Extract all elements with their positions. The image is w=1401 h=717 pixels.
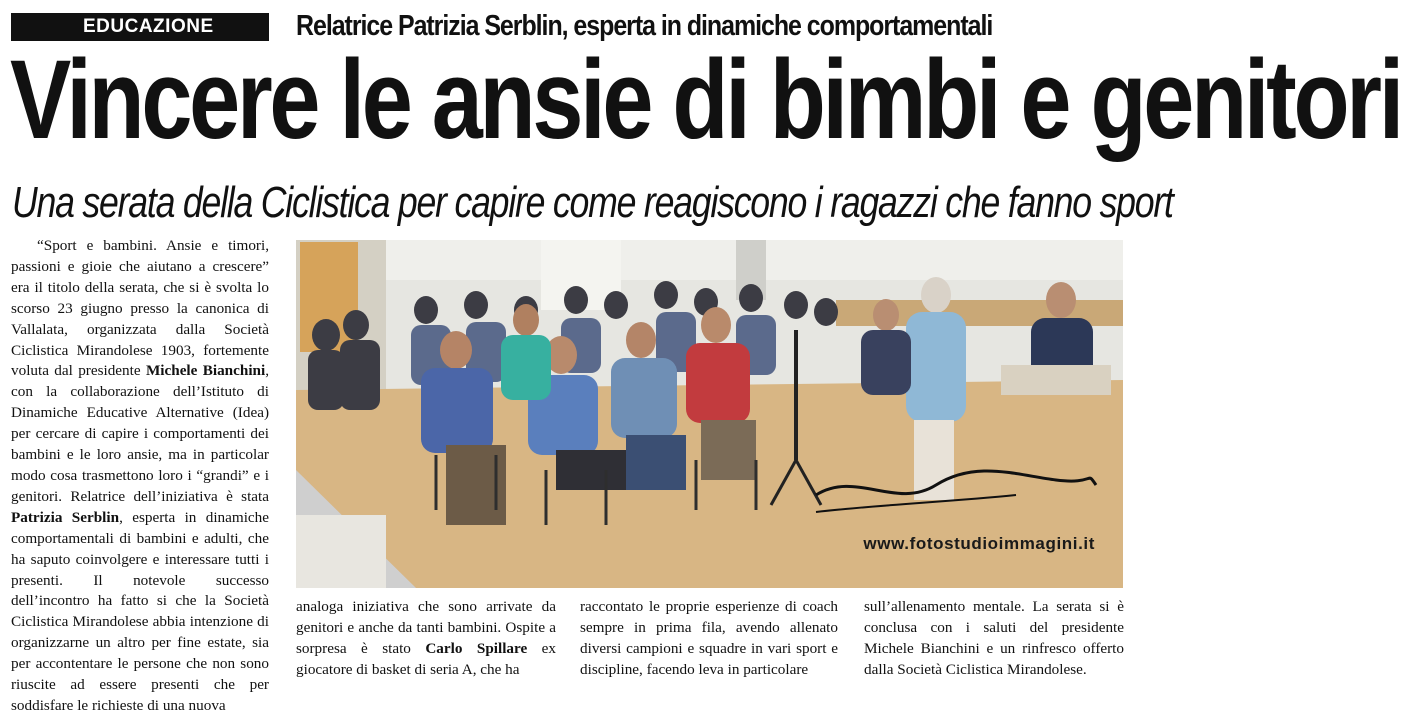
article-column-3: raccontato le proprie esperienze di coach sempre in prima fila, avendo allenato diversi campioni e squadre in vari sport e discipline, facendo leva in particolare: [580, 598, 838, 678]
headline: Vincere le ansie di bimbi e genitori: [10, 37, 1401, 162]
subheadline: Una serata della Ciclistica per capire come reagiscono i ragazzi che fanno sport: [12, 178, 1173, 227]
article-column-1: “Sport e bambini. Ansie e timori, passioni e gioie che aiutano a crescere” era il titolo della serata, che si è svolta lo scorso 23 giugno presso la canonica di Vallalata, organizzata dalla Società Ciclistica Mirandolese 1903, fortemente voluta dal presidente Michele Bianchini, con la collaborazione dell’Istituto di Dinamiche Educative Alternative (Idea) per cercare di capire i comportamenti dei bambini e le loro ansie, ma in particolar modo cosa trasmettono loro i “grandi” e i genitori. Relatrice dell’iniziativa è stata Patrizia Serblin, esperta in dinamiche comportamentali di bambini e adulti, che ha saputo coinvolgere e interessare tutti i presenti. Il notevole successo dell’incontro ha fatto si che la Società Ciclistica Mirandolese abbia intenzione di organizzarne un altro per fine estate, sia per accontentare le persone che non sono riuscite ad essere presenti che per soddisfare le richieste di una nuova: [11, 237, 269, 714]
section-label: EDUCAZIONE: [11, 13, 269, 41]
article-column-2: analoga iniziativa che sono arrivate da genitori e anche da tanti bambini. Ospite a sorpresa è stato Carlo Spillare ex giocatore di basket di seria A, che ha: [296, 598, 556, 678]
event-photo: [296, 240, 1123, 588]
photo-watermark: www.fotostudioimmagini.it: [863, 534, 1095, 553]
article-column-4: sull’allenamento mentale. La serata si è conclusa con i saluti del presidente Michele Bianchini e un rinfresco offerto dalla Società Ciclistica Mirandolese.: [864, 598, 1124, 678]
overline: Relatrice Patrizia Serblin, esperta in dinamiche comportamentali: [296, 10, 993, 42]
